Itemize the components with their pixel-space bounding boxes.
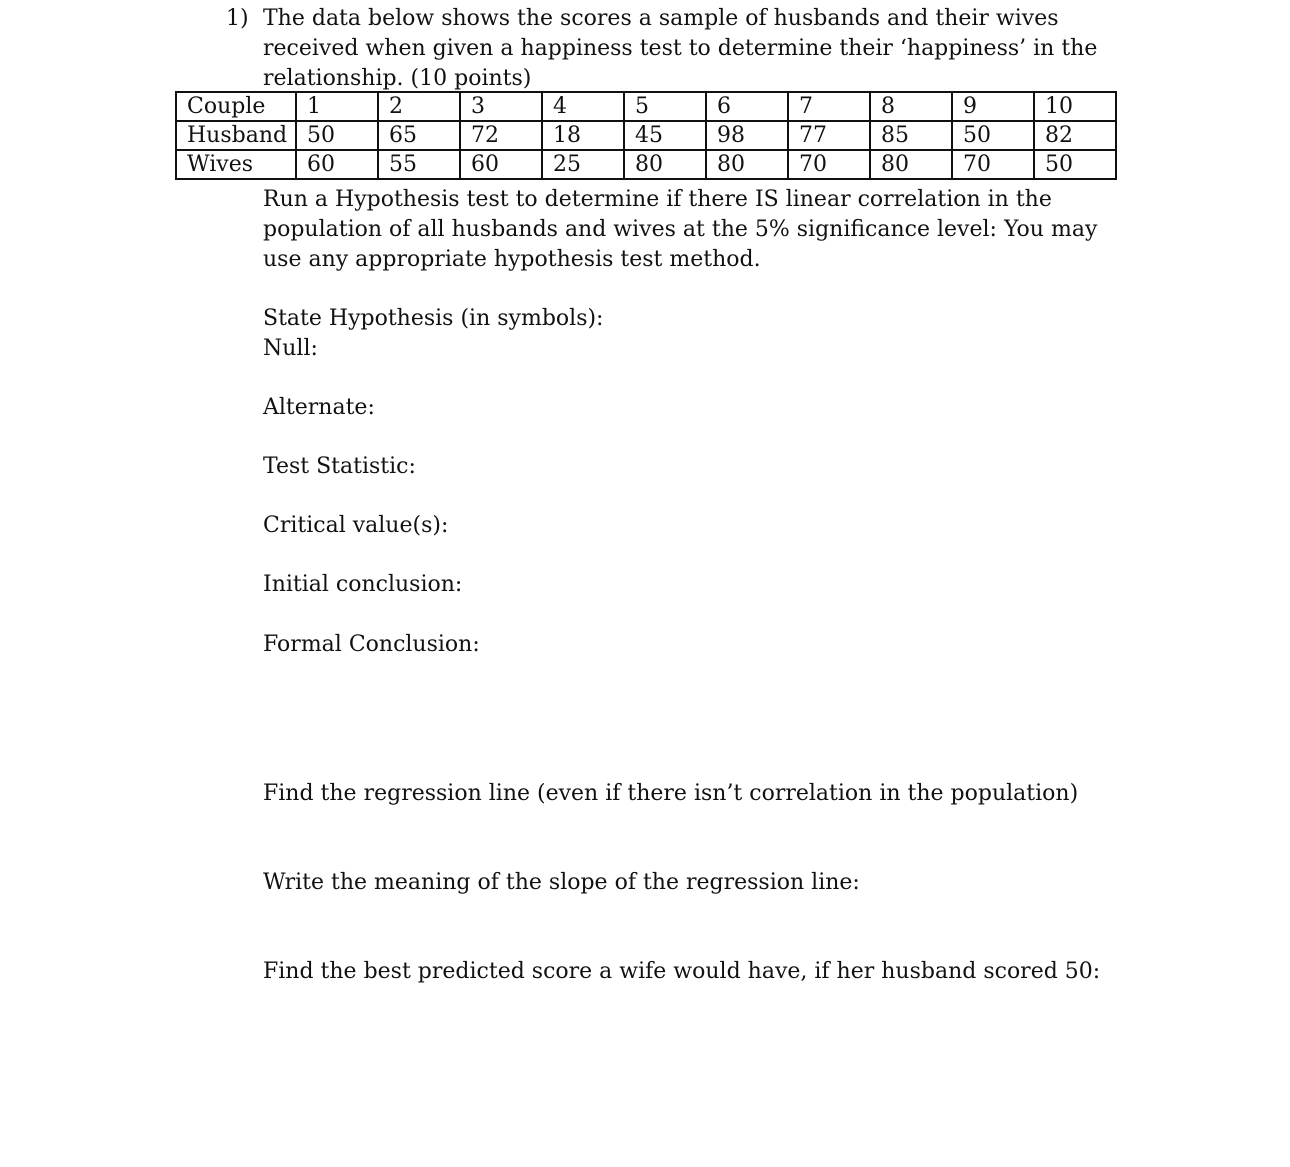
critical-values-label: Critical value(s): (263, 513, 449, 538)
instruction-line: use any appropriate hypothesis test method. (263, 247, 761, 272)
table-cell: 1 (296, 92, 378, 121)
table-row (176, 121, 1116, 150)
table-cell: 8 (870, 92, 952, 121)
table-cell: 80 (706, 150, 788, 179)
table-cell: 77 (788, 121, 870, 150)
row-label: Husband (176, 121, 296, 150)
slope-meaning-prompt: Write the meaning of the slope of the regression line: (263, 870, 860, 895)
intro-line: relationship. (10 points) (263, 66, 532, 91)
table-cell: 45 (624, 121, 706, 150)
table-cell: 98 (706, 121, 788, 150)
table-cell: 4 (542, 92, 624, 121)
table-cell: 10 (1034, 92, 1116, 121)
table-cell: 72 (460, 121, 542, 150)
table-cell: 85 (870, 121, 952, 150)
intro-line: received when given a happiness test to determine their ‘happiness’ in the (263, 36, 1098, 61)
table-row (176, 150, 1116, 179)
state-hypothesis-label: State Hypothesis (in symbols): (263, 306, 604, 331)
row-label: Couple (176, 92, 296, 121)
table-cell: 9 (952, 92, 1034, 121)
regression-line-prompt: Find the regression line (even if there isn’t correlation in the population) (263, 781, 1079, 806)
table-cell: 3 (460, 92, 542, 121)
table-cell: 70 (788, 150, 870, 179)
table-cell: 5 (624, 92, 706, 121)
table-row (176, 92, 1116, 121)
table-cell: 55 (378, 150, 460, 179)
test-statistic-label: Test Statistic: (263, 454, 416, 479)
table-cell: 50 (296, 121, 378, 150)
table-cell: 60 (296, 150, 378, 179)
alternate-label: Alternate: (263, 395, 375, 420)
predicted-score-prompt: Find the best predicted score a wife would have, if her husband scored 50: (263, 959, 1101, 984)
table-cell: 7 (788, 92, 870, 121)
table-cell: 25 (542, 150, 624, 179)
table-cell: 50 (952, 121, 1034, 150)
initial-conclusion-label: Initial conclusion: (263, 572, 463, 597)
table-cell: 65 (378, 121, 460, 150)
table-cell: 6 (706, 92, 788, 121)
table-cell: 80 (624, 150, 706, 179)
row-label: Wives (176, 150, 296, 179)
table-cell: 70 (952, 150, 1034, 179)
table-cell: 50 (1034, 150, 1116, 179)
question-number: 1) (226, 6, 249, 31)
scores-table (175, 91, 1117, 180)
instructions (263, 185, 1097, 275)
table-cell: 60 (460, 150, 542, 179)
table-cell: 80 (870, 150, 952, 179)
intro-line: The data below shows the scores a sample of husbands and their wives (263, 6, 1059, 31)
null-label: Null: (263, 336, 318, 361)
instruction-line: population of all husbands and wives at the 5% significance level: You may (263, 217, 1098, 242)
table-cell: 2 (378, 92, 460, 121)
formal-conclusion-label: Formal Conclusion: (263, 632, 480, 657)
state-hypothesis-section (263, 304, 603, 364)
question-intro (263, 4, 1103, 94)
table-cell: 18 (542, 121, 624, 150)
instruction-line: Run a Hypothesis test to determine if there IS linear correlation in the (263, 187, 1052, 212)
table-cell: 82 (1034, 121, 1116, 150)
